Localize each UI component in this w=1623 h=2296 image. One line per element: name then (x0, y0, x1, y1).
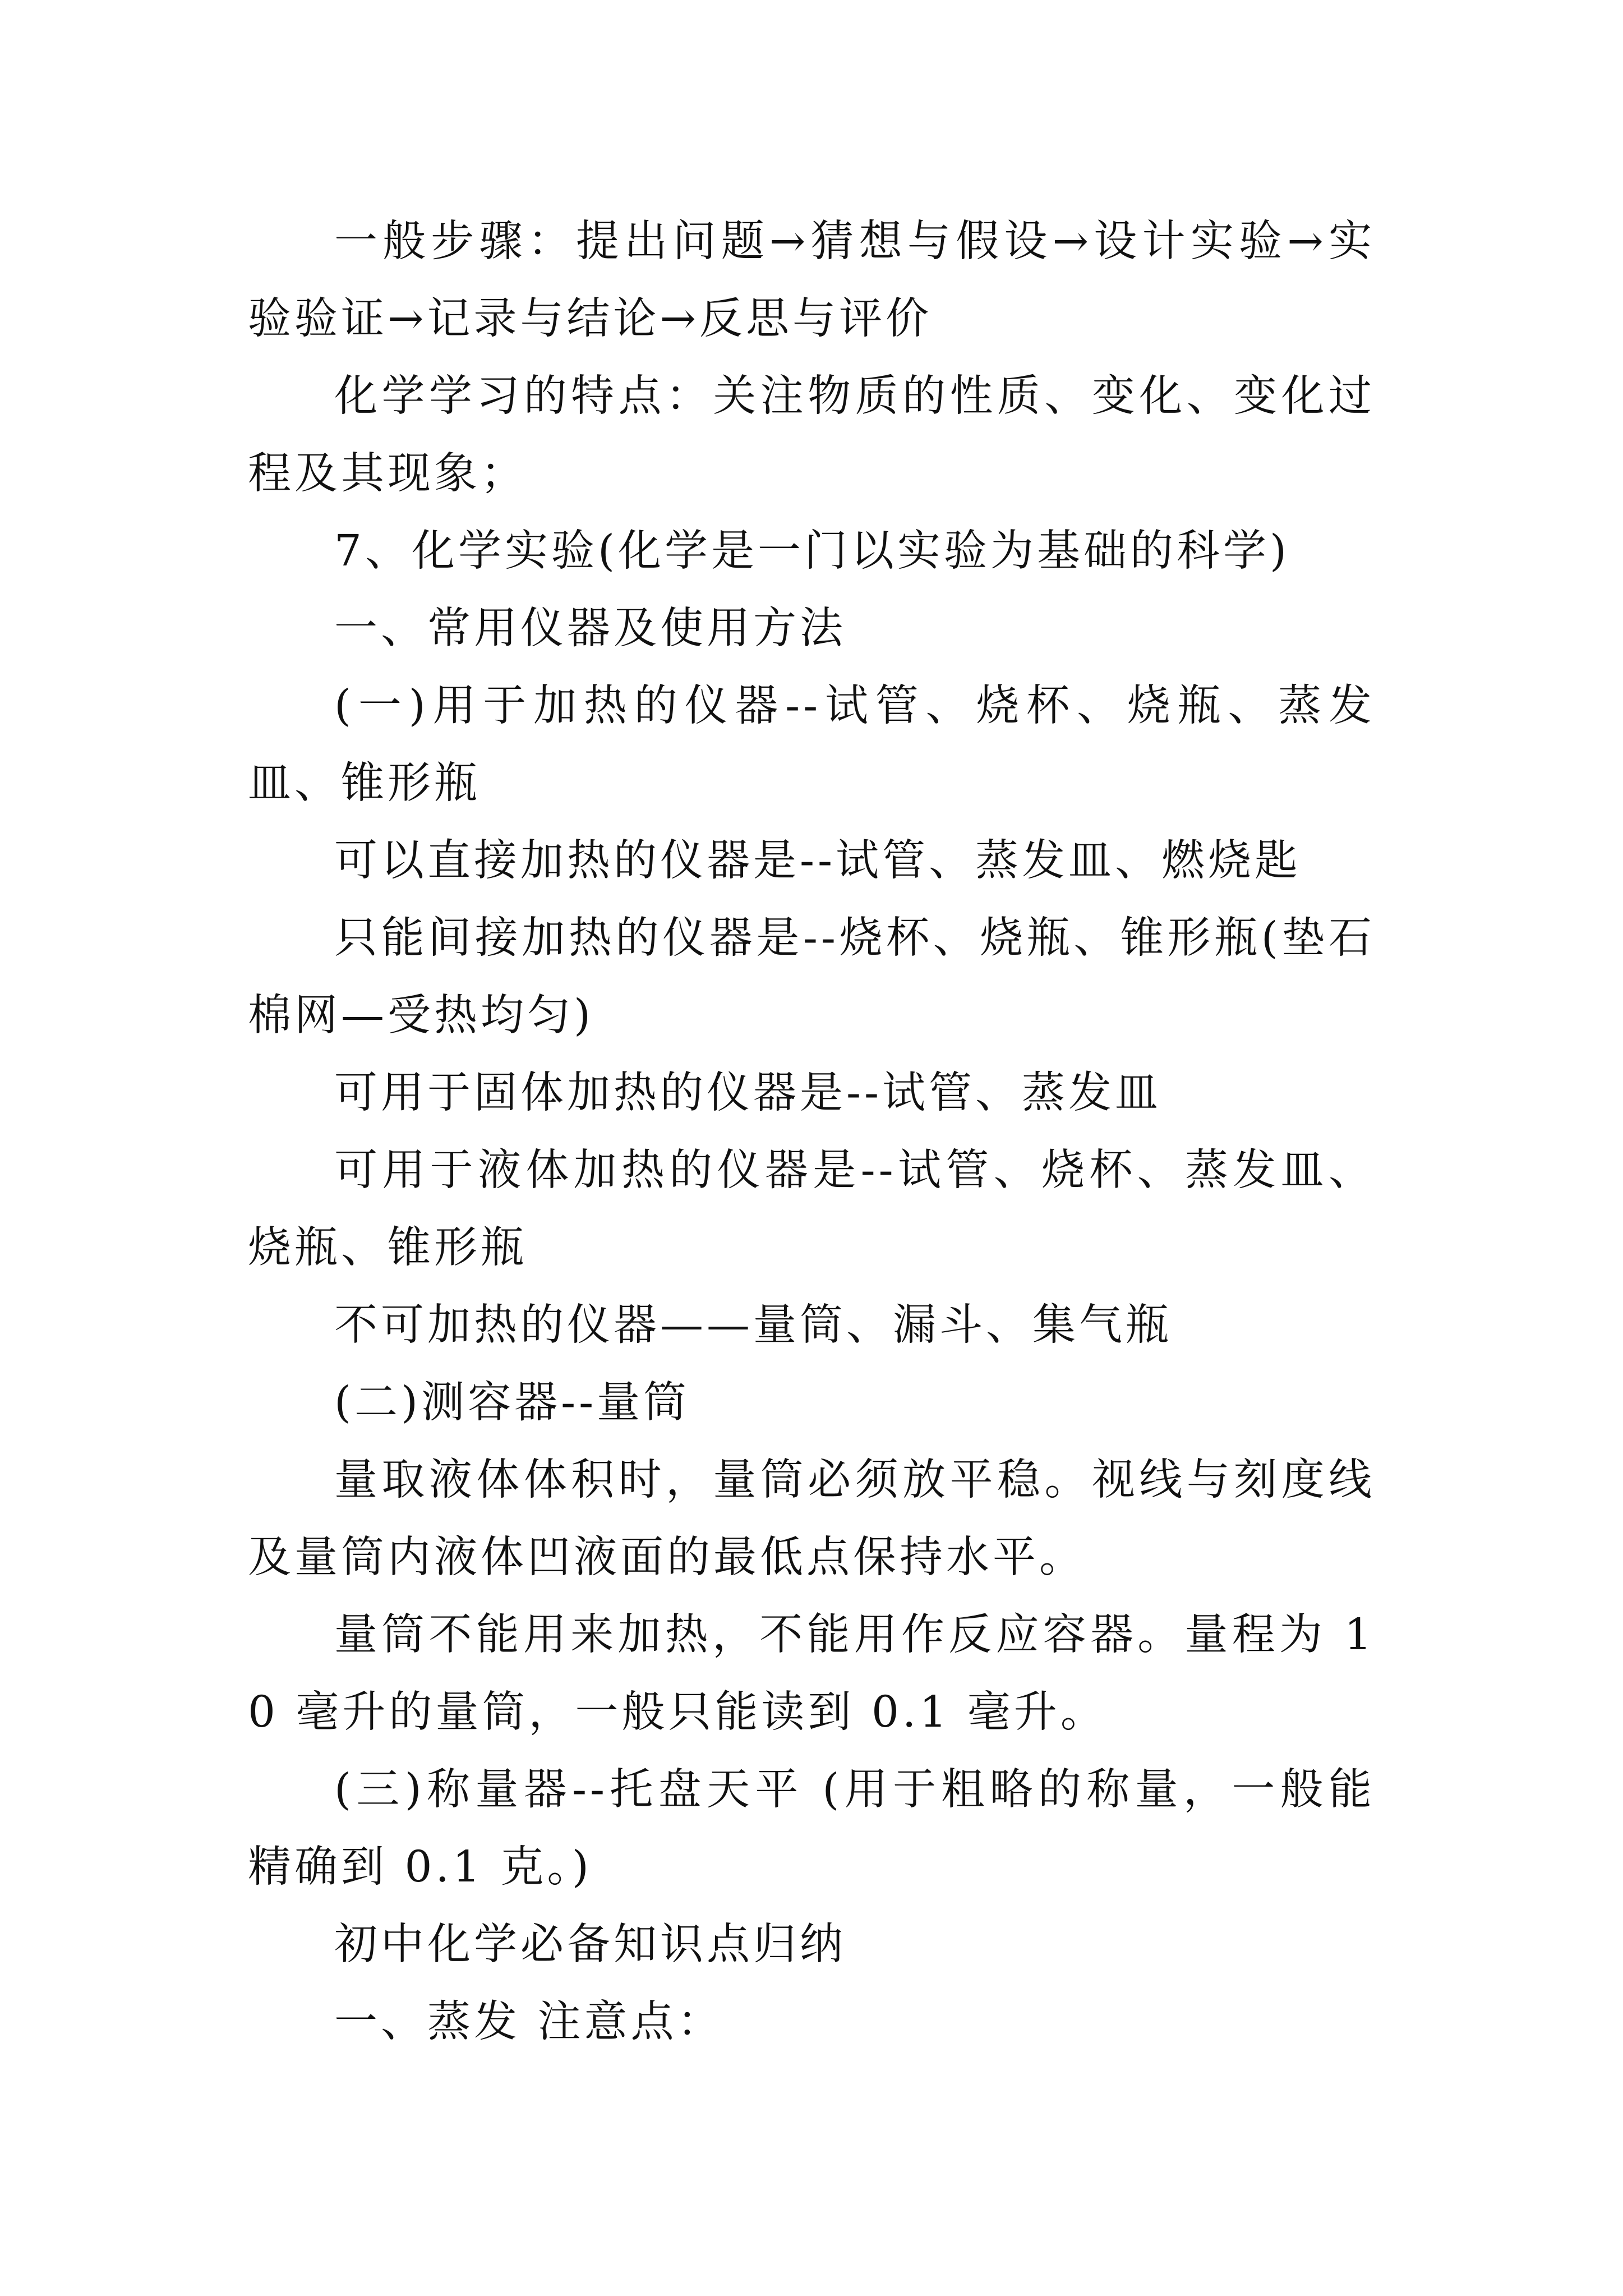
paragraph-non-heatable: 不可加热的仪器——量筒、漏斗、集气瓶 (334, 1300, 1172, 1350)
paragraph-liquid-heating: 可用于液体加热的仪器是--试管、烧杯、蒸发皿、烧瓶、锥形瓶 (248, 1145, 1375, 1273)
paragraph-solid-heating: 可用于固体加热的仪器是--试管、蒸发皿 (334, 1068, 1162, 1118)
paragraph-reading-volume: 量取液体体积时，量筒必须放平稳。视线与刻度线及量筒内液体凹液面的最低点保持水平。 (248, 1455, 1375, 1582)
heading-knowledge-summary: 初中化学必备知识点归纳 (334, 1920, 846, 1970)
heading-evaporation-notes: 一、蒸发 注意点： (334, 1997, 724, 2047)
paragraph-direct-heating: 可以直接加热的仪器是--试管、蒸发皿、燃烧匙 (334, 836, 1302, 886)
document-body (248, 203, 1375, 2061)
paragraph-heating-instruments: (一)用于加热的仪器--试管、烧杯、烧瓶、蒸发皿、锥形瓶 (248, 681, 1375, 808)
paragraph-general-steps: 一般步骤：提出问题→猜想与假设→设计实验→实验验证→记录与结论→反思与评价 (248, 217, 1375, 344)
paragraph-balance: (三)称量器--托盘天平 (用于粗略的称量，一般能精确到 0.1 克。) (248, 1765, 1375, 1892)
paragraph-chemistry-experiment: 7、化学实验(化学是一门以实验为基础的科学) (334, 526, 1290, 576)
paragraph-cylinder-limits: 量筒不能用来加热，不能用作反应容器。量程为 10 毫升的量筒，一般只能读到 0.1 毫升。 (248, 1610, 1375, 1737)
paragraph-measuring-cylinder: (二)测容器--量筒 (334, 1378, 690, 1428)
paragraph-study-features: 化学学习的特点：关注物质的性质、变化、变化过程及其现象； (248, 371, 1375, 499)
paragraph-indirect-heating: 只能间接加热的仪器是--烧杯、烧瓶、锥形瓶(垫石棉网—受热均匀) (248, 913, 1375, 1041)
heading-common-instruments: 一、常用仪器及使用方法 (334, 604, 846, 654)
